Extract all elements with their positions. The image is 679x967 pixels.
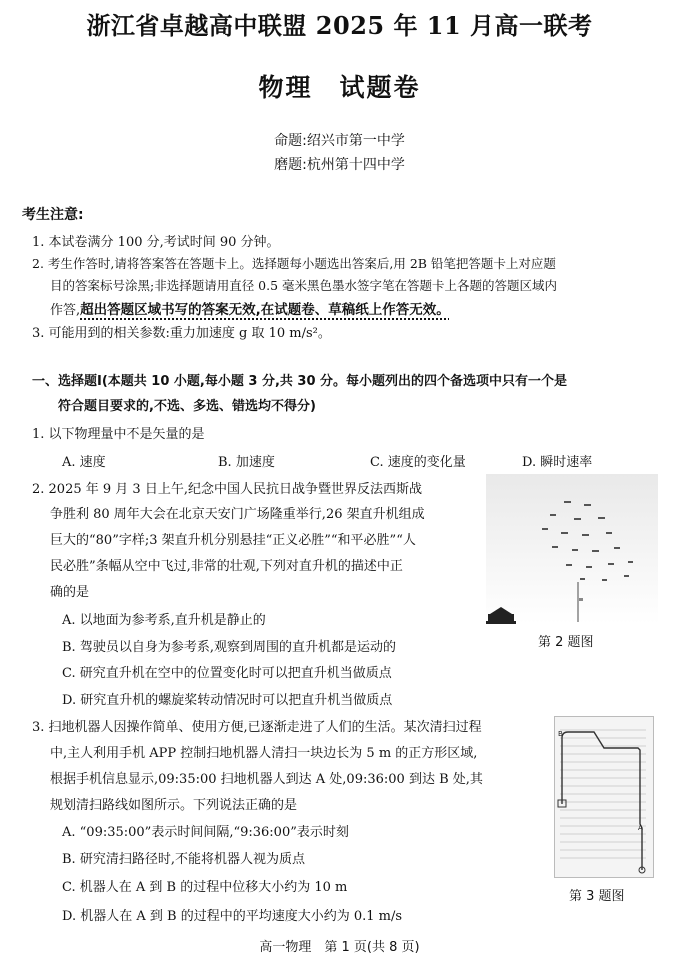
q3-option-b: B. 研究清扫路径时,不能将机器人视为质点 (62, 852, 305, 867)
label-b: B (558, 730, 563, 738)
q2-option-c: C. 研究直升机在空中的位置变化时可以把直升机当做质点 (62, 666, 392, 681)
notice-item-1: 1. 本试卷满分 100 分,考试时间 90 分钟。 (32, 235, 280, 250)
q2-line-2: 争胜利 80 周年大会在北京天安门广场隆重举行,26 架直升机组成 (50, 507, 425, 522)
q3-option-c: C. 机器人在 A 到 B 的过程中位移大小约为 10 m (62, 880, 348, 895)
q1-stem: 1. 以下物理量中不是矢量的是 (32, 427, 205, 442)
reviewer-line: 磨题:杭州第十四中学 (274, 157, 405, 173)
section-1-heading-cont: 符合题目要求的,不选、多选、错选均不得分) (58, 399, 316, 414)
setter-line: 命题:绍兴市第一中学 (274, 133, 405, 149)
q1-option-a: A. 速度 (62, 455, 106, 470)
q3-route-map (554, 716, 654, 878)
q1-option-b: B. 加速度 (218, 455, 275, 470)
q3-line-3: 根据手机信息显示,09:35:00 扫地机器人到达 A 处,09:36:00 到达 B 处,其 (50, 772, 483, 787)
q2-caption: 第 2 题图 (538, 635, 594, 650)
exam-title: 浙江省卓越高中联盟 2025 年 11 月高一联考 (86, 11, 593, 40)
q2-helicopter-photo (486, 474, 658, 624)
label-a: A (638, 824, 643, 832)
q2-option-d: D. 研究直升机的螺旋桨转动情况时可以把直升机当做质点 (62, 693, 393, 708)
q3-caption: 第 3 题图 (569, 889, 625, 904)
map-frame (555, 717, 654, 878)
q3-line-1: 3. 扫地机器人因操作简单、使用方便,已逐渐走进了人们的生活。某次清扫过程 (32, 720, 482, 735)
notice-item-2-line-3 (50, 298, 450, 318)
q2-line-1: 2. 2025 年 9 月 3 日上午,纪念中国人民抗日战争暨世界反法西斯战 (32, 482, 422, 497)
q2-line-4: 民必胜”条幅从空中飞过,非常的壮观,下列对直升机的描述中正 (50, 559, 403, 574)
q2-option-a: A. 以地面为参考系,直升机是静止的 (62, 613, 266, 628)
q1-option-d: D. 瞬时速率 (522, 455, 593, 470)
notice-item-3: 3. 可能用到的相关参数:重力加速度 g 取 10 m/s²。 (32, 326, 331, 341)
q3-line-4: 规划清扫路线如图所示。下列说法正确的是 (50, 798, 298, 813)
q3-line-2: 中,主人利用手机 APP 控制扫地机器人清扫一块边长为 5 m 的正方形区域, (50, 746, 478, 761)
q2-line-3: 巨大的“80”字样;3 架直升机分别悬挂“正义必胜”“和平必胜”“人 (50, 533, 416, 548)
notice-item-2-line-2: 目的答案标号涂黑;非选择题请用直径 0.5 毫米黑色墨水签字笔在答题卡上各题的答题区域内 (50, 278, 558, 293)
paper-subtitle: 物理 试题卷 (258, 73, 421, 102)
q2-line-5: 确的是 (50, 585, 90, 600)
page-footer: 高一物理 第 1 页(共 8 页) (259, 940, 420, 955)
notice-emphasis: 超出答题区域书写的答案无效,在试题卷、草稿纸上作答无效。 (80, 302, 450, 318)
q3-option-d: D. 机器人在 A 到 B 的过程中的平均速度大小约为 0.1 m/s (62, 909, 403, 924)
flag (579, 598, 583, 601)
notice-item-2-line-1: 2. 考生作答时,请将答案答在答题卡上。选择题每小题选出答案后,用 2B 铅笔把答题卡上对应题 (32, 256, 556, 271)
q1-option-c: C. 速度的变化量 (370, 455, 466, 470)
q2-option-b: B. 驾驶员以自身为参考系,观察到周围的直升机都是运动的 (62, 640, 396, 655)
q3-option-a: A. “09:35:00”表示时间间隔,“9:36:00”表示时刻 (62, 825, 349, 840)
notice-item-2-plain: 作答, (50, 303, 81, 318)
section-1-heading: 一、选择题Ⅰ(本题共 10 小题,每小题 3 分,共 30 分。每小题列出的四个备选项中只有一个是 (32, 374, 568, 389)
notice-heading: 考生注意: (22, 207, 84, 223)
